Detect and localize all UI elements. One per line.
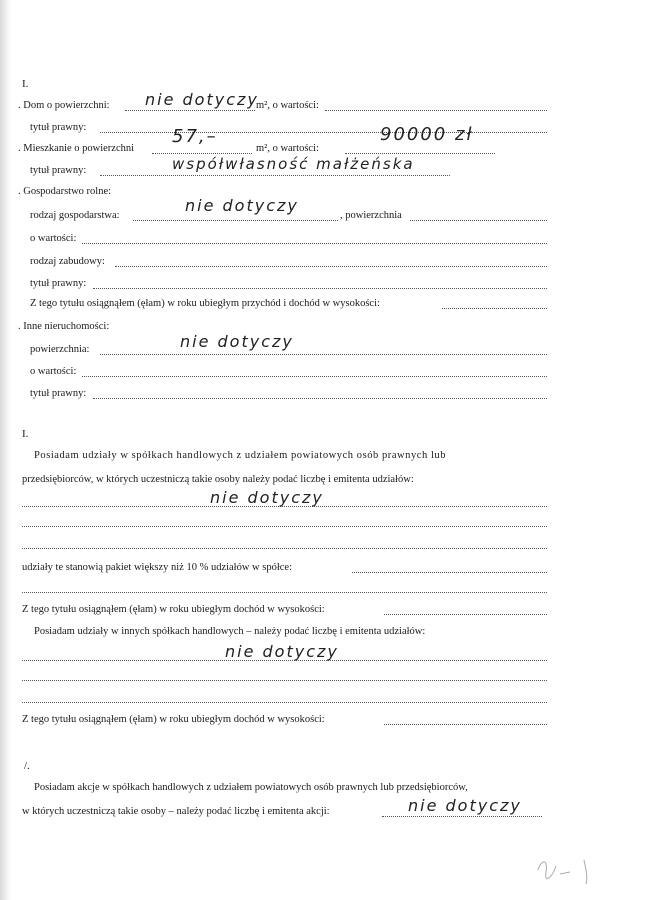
other-value-label: o wartości: [30, 366, 77, 377]
farm-value-label: o wartości: [30, 233, 77, 244]
dots [384, 614, 547, 615]
dots [115, 266, 547, 267]
flat-unit: m², o wartości: [256, 143, 319, 154]
shares-paragraph-1: Posiadam udziały w spółkach handlowych z udziałem powiatowych osób prawnych lub [34, 450, 447, 461]
handwriting-other-area: nie dotyczy [180, 332, 294, 351]
house-label: . Dom o powierzchni: [18, 100, 110, 111]
shares-paragraph-2: przedsiębiorców, w których uczestniczą takie osoby należy podać liczbę i emitenta udziałów: [22, 474, 414, 485]
dots [82, 376, 547, 377]
handwriting-flat-value: 90000 zł [380, 124, 474, 145]
house-title: tytuł prawny: [30, 122, 87, 133]
other-shares-income-label: Z tego tytułu osiągnąłem (ęłam) w roku ubiegłym dochód w wysokości: [22, 714, 325, 725]
farm-label: . Gospodarstwo rolne: [18, 186, 112, 197]
dots [410, 220, 547, 221]
dots [100, 132, 547, 133]
farm-type-label: rodzaj gospodarstwa: [30, 210, 120, 221]
handwriting-stocks: nie dotyczy [408, 796, 522, 815]
dots [442, 308, 547, 309]
farm-income-label: Z tego tytułu osiągnąłem (ęłam) w roku ubiegłym przychód i dochód w wysokości: [30, 298, 380, 309]
shares-income-label: Z tego tytułu osiągnąłem (ęłam) w roku ubiegłym dochód w wysokości: [22, 604, 325, 615]
dots [22, 548, 547, 549]
dots [133, 220, 338, 221]
other-area-label: powierzchnia: [30, 344, 90, 355]
handwriting-house: nie dotyczy [145, 90, 259, 109]
farm-build-label: rodzaj zabudowy: [30, 256, 105, 267]
handwriting-other-shares: nie dotyczy [225, 642, 339, 661]
house-unit: m², o wartości: [256, 100, 319, 111]
dots [22, 526, 547, 527]
dots [22, 680, 547, 681]
dots [93, 288, 547, 289]
handwriting-shares: nie dotyczy [210, 488, 324, 507]
dots [100, 354, 547, 355]
handwriting-farm-type: nie dotyczy [185, 196, 299, 215]
dots [22, 592, 547, 593]
section-1-heading: I. [22, 78, 29, 90]
dots [82, 243, 547, 244]
flat-title-label: tytuł prawny: [30, 165, 87, 176]
stocks-paragraph-1: Posiadam akcje w spółkach handlowych z udziałem powiatowych osób prawnych lub przedsiębiorców, [34, 782, 468, 793]
dots [93, 398, 547, 399]
section-3-heading: /. [24, 760, 30, 772]
signature-mark [530, 848, 620, 888]
farm-title-label: tytuł prawny: [30, 278, 87, 289]
dots [384, 724, 547, 725]
flat-label: . Mieszkanie o powierzchni [18, 143, 135, 154]
other-title-label: tytuł prawny: [30, 388, 87, 399]
dots [152, 153, 252, 154]
handwriting-flat-title: współwłasność małżeńska [172, 155, 415, 173]
dots [125, 110, 255, 111]
other-shares-label: Posiadam udziały w innych spółkach handlowych – należy podać liczbę i emitenta udziałów: [34, 626, 426, 637]
dots [22, 702, 547, 703]
shares-package-label: udziały te stanowią pakiet większy niż 10 % udziałów w spółce: [22, 562, 293, 573]
other-property-label: . Inne nieruchomości: [18, 321, 110, 332]
dots [100, 175, 450, 176]
dots [352, 572, 547, 573]
dots [325, 110, 547, 111]
section-2-heading: I. [22, 428, 29, 440]
handwriting-flat-area: 57,– [172, 126, 218, 147]
dots [382, 816, 542, 817]
farm-area-label: , powierzchnia [340, 210, 402, 221]
stocks-paragraph-2: w których uczestniczą takie osoby – należy podać liczbę i emitenta akcji: [22, 806, 330, 817]
dots [345, 153, 495, 154]
scan-edge [0, 0, 12, 900]
